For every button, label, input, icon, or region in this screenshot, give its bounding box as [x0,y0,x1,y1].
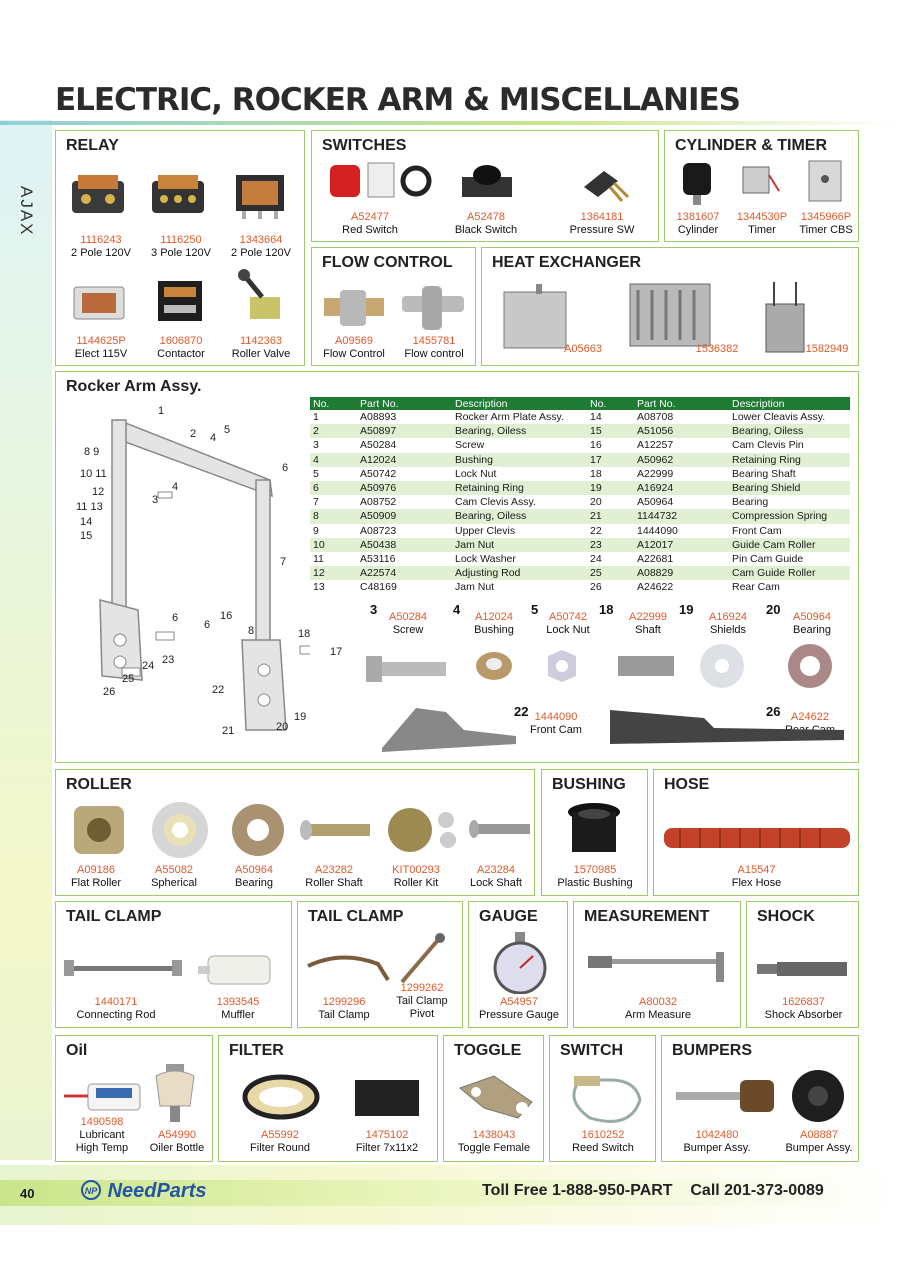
table-cell: A50976 [357,481,452,495]
connecting-rod-icon [60,954,184,984]
callout-label: 21 [222,725,235,737]
svg-text:NP: NP [84,1186,98,1196]
toggle-female-icon [454,1068,538,1124]
part-callout-number: 5 [531,602,539,617]
toggle-item: 1438043 Toggle Female [457,1129,531,1154]
roller-item: A23282 Roller Shaft [305,864,363,889]
tail-clamp-item: 1393545 Muffler [216,996,260,1021]
callout-label: 5 [224,424,231,436]
lubricant-icon [60,1076,144,1116]
table-cell: Cam Clevis Assy. [455,496,536,509]
relay-item: 1116250 3 Pole 120V [151,234,211,259]
table-cell: Bushing [452,453,587,467]
roller-valve-icon [232,267,292,327]
callout-label: 16 [220,610,233,622]
roller-shaft-icon [300,820,370,840]
callout-label: 14 [80,516,93,528]
shaft-icon [618,656,674,676]
relay-item: 1116243 2 Pole 120V [71,234,131,259]
table-cell: 10 [310,538,357,552]
callout-label: 18 [298,628,311,640]
table-cell: 8 [310,509,357,523]
table-row [310,453,850,467]
table-cell: A08893 [360,411,397,424]
callout-label: 4 [210,432,217,444]
roller-kit-icon [388,808,456,852]
shield-icon [700,644,744,688]
section-title: BUSHING [552,776,626,793]
flow-control-icon [320,284,390,332]
front-cam-icon [376,700,529,756]
callout-label: 8 [248,625,255,637]
table-cell: Front Cam [732,524,782,537]
section-title: Rocker Arm Assy. [66,378,202,395]
measurement-item: A80032 Arm Measure [624,996,692,1021]
table-cell: A08708 [637,411,674,424]
toll-free-number[interactable]: Toll Free 1-888-950-PART [482,1182,673,1199]
table-cell: 1 [313,411,319,424]
callout-label: 7 [280,556,287,568]
table-cell: 18 [590,467,602,480]
table-row [310,509,850,523]
brand-mark-icon [80,1179,102,1201]
oil-item: A54990 Oiler Bottle [149,1129,205,1154]
filter-section [218,1035,438,1162]
table-row [310,580,850,594]
tail-clamp-section [297,901,463,1028]
cylinder-timer-item: 1344530P Timer [736,211,788,236]
table-header: Part No. [357,397,452,410]
table-cell: A24622 [637,581,674,594]
flow-control-section [311,247,476,366]
page-title: ELECTRIC, ROCKER ARM & MISCELLANIES [55,82,741,118]
rocker-parts-row [362,644,852,694]
muffler-icon [196,950,280,990]
table-cell: 15 [587,424,634,438]
table-cell: A12024 [357,453,452,467]
table-cell: A50742 [360,467,397,480]
table-cell: Rear Cam [732,581,780,594]
table-cell: A22681 [637,552,674,565]
table-cell: Bearing, Oiless [729,424,850,438]
lock-nut-icon [548,650,576,682]
table-row [310,538,850,552]
table-cell: Adjusting Rod [452,566,587,580]
shock-section [746,901,859,1028]
rocker-part-item: A16924 Shields [709,611,747,636]
table-cell: Screw [455,439,485,452]
callout-label: 4 [172,481,179,493]
parts-table [310,397,850,594]
page-number: 40 [20,1186,35,1201]
table-cell: 22 [590,524,602,537]
filter-pad-icon [349,1072,425,1122]
tail-clamp-item: 1440171 Connecting Rod [76,996,156,1021]
bushing-section [541,769,648,896]
table-cell: Guide Cam Roller [729,538,850,552]
spherical-icon [152,802,208,858]
table-cell: 14 [590,411,602,424]
shock-item: 1626837 Shock Absorber [764,996,843,1021]
plastic-bushing-icon [564,800,624,860]
flow-control-item: A09569 Flow Control [323,335,385,360]
section-title: TAIL CLAMP [308,908,404,925]
cylinder-timer-section [664,130,859,242]
table-cell: Bearing Shaft [732,467,796,480]
callout-label: 6 [172,612,179,624]
cylinder-timer-item: 1381607 Cylinder [676,211,720,236]
lock-shaft-icon [469,820,530,838]
table-cell: Lock Nut [455,467,497,480]
table-cell: A22574 [357,566,452,580]
table-cell: Lower Cleavis Assy. [732,411,826,424]
roller-parts-row [62,798,532,860]
tail-clamp-item: 1299262 Tail Clamp Pivot [396,982,448,1020]
table-cell: A12257 [637,439,674,452]
table-cell: A22999 [637,467,674,480]
table-cell: Bearing [732,496,769,509]
side-gradient [0,120,52,1160]
side-label: AJAX [17,186,36,237]
roller-item: A50964 Bearing [235,864,273,889]
heat-exchanger-item: A05663 [564,343,602,355]
relay-icon [148,171,208,219]
timer-cbs-icon [805,157,845,205]
table-cell: 9 [313,524,319,537]
table-row [310,410,850,424]
table-cell: Compression Spring [729,509,850,523]
heat-exchanger-item: 1582949 [805,343,849,355]
flat-roller-icon [74,806,124,854]
table-cell: Bearing, Oiless [452,509,587,523]
oil-section [55,1035,213,1162]
table-cell: 12 [310,566,357,580]
table-row [310,467,850,481]
callout-label: 19 [294,711,307,723]
bearing-icon [788,644,832,688]
bushing-icon [476,652,512,680]
table-cell: 20 [590,496,602,509]
tail-clamp-icon [302,930,460,986]
table-cell: Bearing Shield [729,481,850,495]
part-callout-number: 26 [766,704,781,719]
switch-section [549,1035,656,1162]
table-cell: 11 [313,552,324,565]
filter-item: 1475102 Filter 7x11x2 [355,1129,419,1154]
relay-item: 1142363 Roller Valve [231,335,291,360]
table-cell: Retaining Ring [729,453,850,467]
relay-section [55,130,305,366]
table-cell: 24 [590,552,602,565]
section-title: Oil [66,1042,88,1059]
table-cell: 21 [587,509,634,523]
section-title: TOGGLE [454,1042,522,1059]
rocker-part-item: A50964 Bearing [793,611,831,636]
switch-item: 1610252 Reed Switch [572,1129,634,1154]
roller-item: A55082 Spherical [151,864,197,889]
table-row [310,552,850,566]
contactor-icon [150,275,210,327]
table-cell: 3 [313,439,319,452]
tail-clamp-section [55,901,292,1028]
cam-item: 1444090 Front Cam [530,711,582,736]
table-cell: A50962 [634,453,729,467]
switch-item: A52478 Black Switch [454,211,518,236]
tail-clamp-item: 1299296 Tail Clamp [318,996,370,1021]
section-title: HOSE [664,776,710,793]
pressure-switch-icon [574,157,634,207]
rocker-part-item: A50742 Lock Nut [546,611,590,636]
table-cell: A08829 [634,566,729,580]
section-title: SWITCHES [322,137,407,154]
table-cell: 7 [313,496,319,509]
callout-label: 17 [330,646,343,658]
table-cell: Retaining Ring [452,481,587,495]
section-title: CYLINDER & TIMER [675,137,827,154]
gauge-item: A54957 Pressure Gauge [478,996,560,1021]
table-cell: Bearing, Oiless [452,424,587,438]
table-cell: A53116 [360,552,396,565]
cylinder-timer-item: 1345966P Timer CBS [799,211,853,236]
table-cell: Cam Clevis Pin [732,439,804,452]
table-cell: A50897 [357,424,452,438]
table-cell: 16 [590,439,602,452]
hose-item: A15547 Flex Hose [731,864,782,889]
callout-label: 20 [276,721,289,733]
flow-control-item: 1455781 Flow control [404,335,464,360]
relay-item: 1144625P Elect 115V [74,335,128,360]
roller-section [55,769,535,896]
section-title: FILTER [229,1042,284,1059]
table-cell: 1444090 [637,524,678,537]
switches-section [311,130,659,242]
bearing-icon [232,804,284,856]
black-switch-icon [452,159,522,205]
table-cell: A50284 [360,439,397,452]
relay-icon [68,279,130,325]
table-cell: A08723 [360,524,397,537]
measurement-section [573,901,741,1028]
toggle-section [443,1035,544,1162]
gauge-section [468,901,568,1028]
table-cell: A12017 [634,538,729,552]
roller-item: A23284 Lock Shaft [470,864,522,889]
cam-item: A24622 [791,711,829,723]
table-cell: Jam Nut [455,581,495,594]
table-cell: 4 [310,453,357,467]
table-cell: 5 [313,467,319,480]
roller-item: A09186 Flat Roller [70,864,122,889]
brand-logo[interactable] [80,1179,207,1203]
callout-label: 24 [142,660,155,672]
table-cell: Cam Guide Roller [729,566,850,580]
shock-absorber-icon [753,956,855,982]
section-title: FLOW CONTROL [322,254,453,271]
brand-name: NeedParts [107,1180,207,1202]
bushing-item: 1570985 Plastic Bushing [557,864,633,889]
table-cell: Pin Cam Guide [732,552,804,565]
filter-round-icon [241,1072,321,1122]
screw-icon [366,656,446,682]
table-cell: A16924 [634,481,729,495]
callout-label: 3 [152,494,159,506]
table-header: Description [452,397,587,410]
bumper-item: 1042480 Bumper Assy. [683,1129,751,1154]
oil-item: 1490598 Lubricant High Temp [75,1116,129,1154]
callout-label: 8 9 [84,446,100,458]
table-row [310,424,850,438]
callout-label: 23 [162,654,175,666]
table-row [310,481,850,495]
callout-label: 2 [190,428,197,440]
callout-label: 25 [122,673,135,685]
part-callout-number: 22 [514,704,529,719]
pressure-gauge-icon [489,930,551,994]
callout-label: 15 [80,530,93,542]
table-cell: A50964 [637,496,674,509]
rear-cam-icon [604,700,854,756]
section-title: SHOCK [757,908,815,925]
call-number[interactable]: Call 201-373-0089 [690,1182,824,1199]
title-rule [0,121,900,125]
rocker-part-item: A12024 Bushing [474,611,514,636]
table-cell: 2 [310,424,357,438]
table-cell: Lock Washer [455,552,516,565]
flex-hose-icon [660,816,854,860]
table-row [310,524,850,538]
table-cell: A50438 [357,538,452,552]
table-cell: 6 [310,481,357,495]
callout-label: 10 11 [80,468,107,480]
heat-exchanger-item: 1536382 [695,343,739,355]
part-callout-number: 20 [766,602,781,617]
oiler-bottle-icon [150,1062,200,1126]
table-cell: 23 [587,538,634,552]
table-cell: 17 [587,453,634,467]
callout-label: 6 [204,619,211,631]
callout-label: 12 [92,486,105,498]
section-title: RELAY [66,137,119,154]
table-cell: C48169 [360,581,397,594]
table-header: No. [310,397,357,410]
table-cell: 19 [587,481,634,495]
section-title: ROLLER [66,776,132,793]
contact-info [482,1182,824,1200]
part-callout-number: 4 [453,602,461,617]
rocker-part-item: A22999 Shaft [629,611,667,636]
table-row [310,566,850,580]
table-cell: 26 [590,581,602,594]
section-title: SWITCH [560,1042,624,1059]
rocker-part-item: A50284 Screw [389,611,427,636]
table-header: No. [587,397,634,410]
bumpers-section [661,1035,859,1162]
heat-exchanger-section [481,247,859,366]
section-title: HEAT EXCHANGER [492,254,642,271]
table-cell: Jam Nut [452,538,587,552]
table-cell: 25 [587,566,634,580]
table-row [310,495,850,509]
section-title: BUMPERS [672,1042,753,1059]
bumper-assy-icon [786,1066,850,1126]
table-cell: A50909 [357,509,452,523]
section-title: TAIL CLAMP [66,908,162,925]
callout-label: 26 [103,686,116,698]
part-callout-number: 19 [679,602,694,617]
timer-icon [737,161,781,201]
part-callout-number: 3 [370,602,378,617]
cylinder-icon [677,159,717,207]
relay-item: 1606870 Contactor [157,335,205,360]
switch-item: 1364181 Pressure SW [569,211,635,236]
red-switch-icon [324,159,434,203]
hose-section [653,769,859,896]
relay-icon [68,171,128,219]
table-header: Part No. [634,397,729,410]
table-cell: 1144732 [634,509,729,523]
table-cell: 13 [313,581,325,594]
table-cell: A08752 [360,496,397,509]
callout-label: 22 [212,684,225,696]
section-title: MEASUREMENT [584,908,710,925]
relay-icon [228,169,292,221]
table-row [310,438,850,452]
reed-switch-icon [560,1070,648,1126]
table-cell: Rocker Arm Plate Assy. [455,411,564,424]
callout-label: 11 13 [76,501,103,513]
bumper-assy-icon [670,1072,780,1122]
part-callout-number: 18 [599,602,614,617]
callout-label: 6 [282,462,289,474]
table-cell: Upper Clevis [455,524,516,537]
callout-label: 1 [158,405,165,417]
roller-item: KIT00293 Roller Kit [392,864,440,889]
flow-control-icon [398,282,468,334]
table-header: Description [729,397,850,410]
table-header-row [310,397,850,410]
filter-item: A55992 Filter Round [250,1129,310,1154]
section-title: GAUGE [479,908,538,925]
bumper-item: A08887 Bumper Assy. [785,1129,853,1154]
relay-item: 1343664 2 Pole 120V [231,234,291,259]
table-cell: A51056 [634,424,729,438]
arm-measure-icon [584,946,734,986]
switch-item: A52477 Red Switch [342,211,398,236]
